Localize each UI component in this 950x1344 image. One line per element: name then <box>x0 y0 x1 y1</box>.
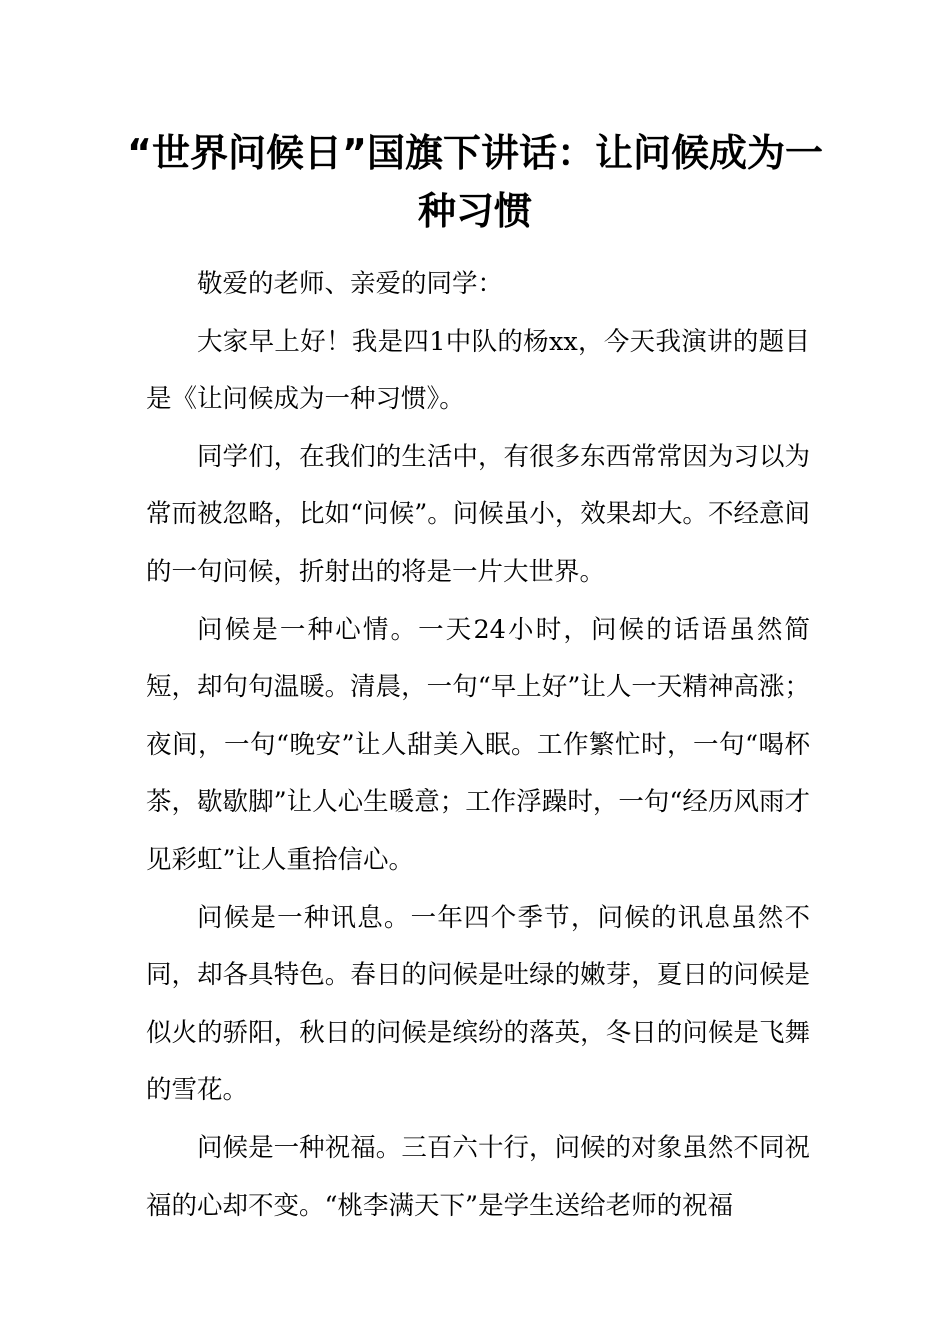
document-title: “世界问候日”国旗下讲话：让问候成为一种习惯 <box>127 131 823 233</box>
paragraph-greeting: 大家早上好！我是四1中队的杨xx，今天我演讲的题目是《让问候成为一种习惯》。 <box>146 326 810 415</box>
paragraph-salutation: 敬爱的老师、亲爱的同学： <box>197 269 504 299</box>
paragraph-mood: 问候是一种心情。一天24小时，问候的话语虽然简短，却句句温暖。清晨，一句“早上好”让人一天精神高涨；夜间，一句“晚安”让人甜美入眠。工作繁忙时，一句“喝杯茶，歇歇脚”让人心生暖意；工作浮躁时，一句“经历风雨才见彩虹”让人重拾信心。 <box>146 614 810 875</box>
paragraph-message: 问候是一种讯息。一年四个季节，问候的讯息虽然不同，却各具特色。春日的问候是吐绿的嫩芽，夏日的问候是似火的骄阳，秋日的问候是缤纷的落英，冬日的问候是飞舞的雪花。 <box>146 902 810 1106</box>
paragraph-introduction: 同学们，在我们的生活中，有很多东西常常因为习以为常而被忽略，比如“问候”。问候虽小，效果却大。不经意间的一句问候，折射出的将是一片大世界。 <box>146 441 810 587</box>
document-body <box>146 256 810 1235</box>
paragraph-blessing: 问候是一种祝福。三百六十行，问候的对象虽然不同祝福的心却不变。“桃李满天下”是学生送给老师的祝福 <box>146 1132 810 1221</box>
